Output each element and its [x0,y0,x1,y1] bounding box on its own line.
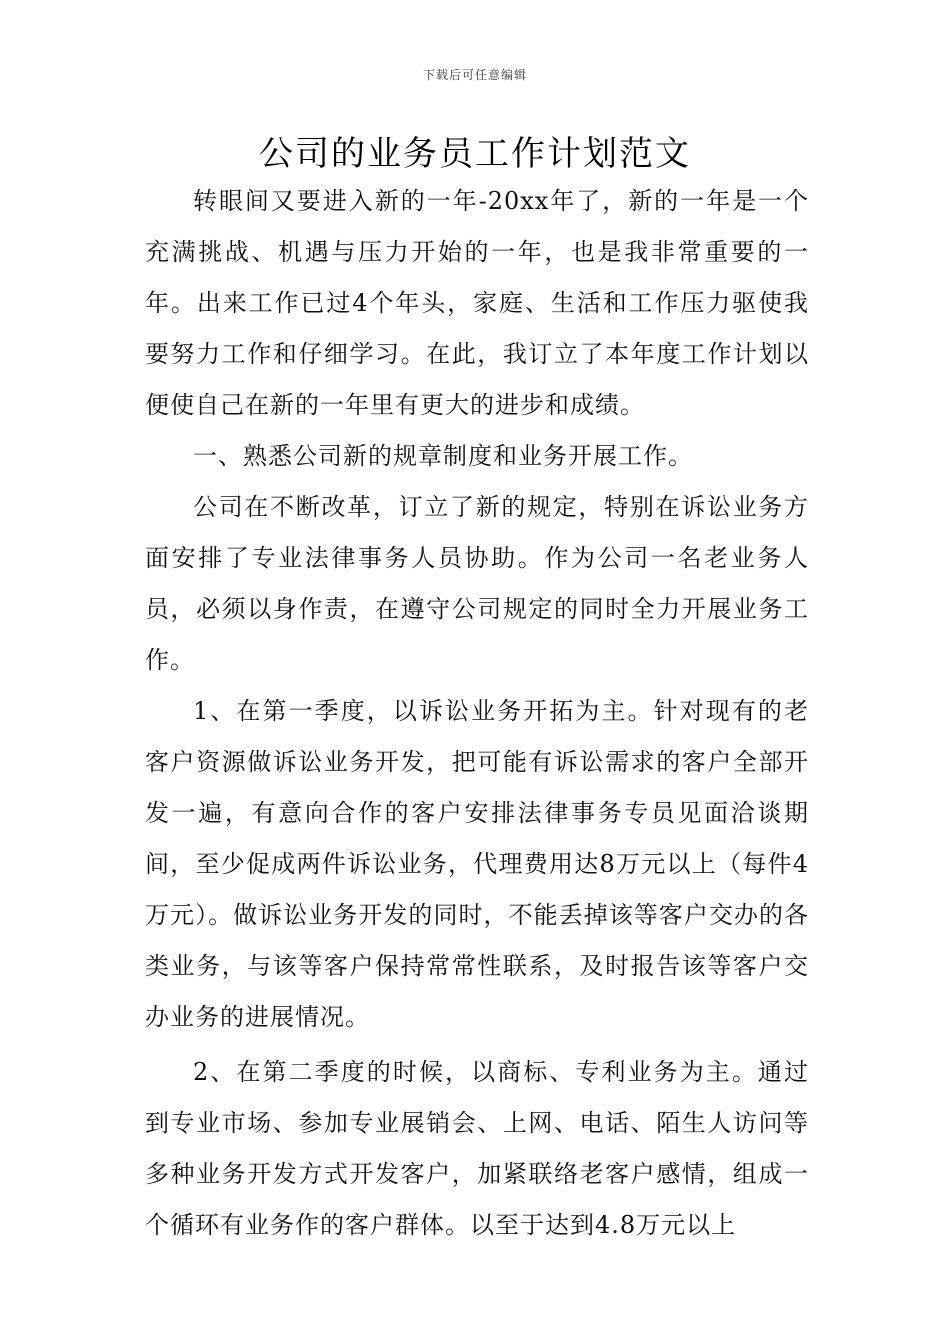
document-title: 公司的业务员工作计划范文 [259,134,691,174]
document-body [145,176,809,1251]
paragraph-intro: 转眼间又要进入新的一年-20xx年了，新的一年是一个充满挑战、机遇与压力开始的一年，也是我非常重要的一年。出来工作已过4个年头，家庭、生活和工作压力驱使我要努力工作和仔细学习。在此，我订立了本年度工作计划以便使自己在新的一年里有更大的进步和成绩。 [145,187,809,419]
section-heading-1: 一、熟悉公司新的规章制度和业务开展工作。 [193,442,693,470]
paragraph-item-1: 1、在第一季度，以诉讼业务开拓为主。针对现有的老客户资源做诉讼业务开发，把可能有诉讼需求的客户全部开发一遍，有意向合作的客户安排法律事务专员见面洽谈期间，至少促成两件诉讼业务，代理费用达8万元以上（每件4万元）。做诉讼业务开发的同时，不能丢掉该等客户交办的各类业务，与该等客户保持常常性联系，及时报告该等客户交办业务的进展情况。 [145,697,809,1031]
header-note: 下载后可任意编辑 [422,68,527,82]
paragraph-section-1: 公司在不断改革，订立了新的规定，特别在诉讼业务方面安排了专业法律事务人员协助。作为公司一名老业务人员，必须以身作责，在遵守公司规定的同时全力开展业务工作。 [145,493,809,674]
paragraph-item-2: 2、在第二季度的时候，以商标、专利业务为主。通过到专业市场、参加专业展销会、上网、电话、陌生人访问等多种业务开发方式开发客户，加紧联络老客户感情，组成一个循环有业务作的客户群体。以至于达到4.8万元以上 [145,1058,809,1239]
